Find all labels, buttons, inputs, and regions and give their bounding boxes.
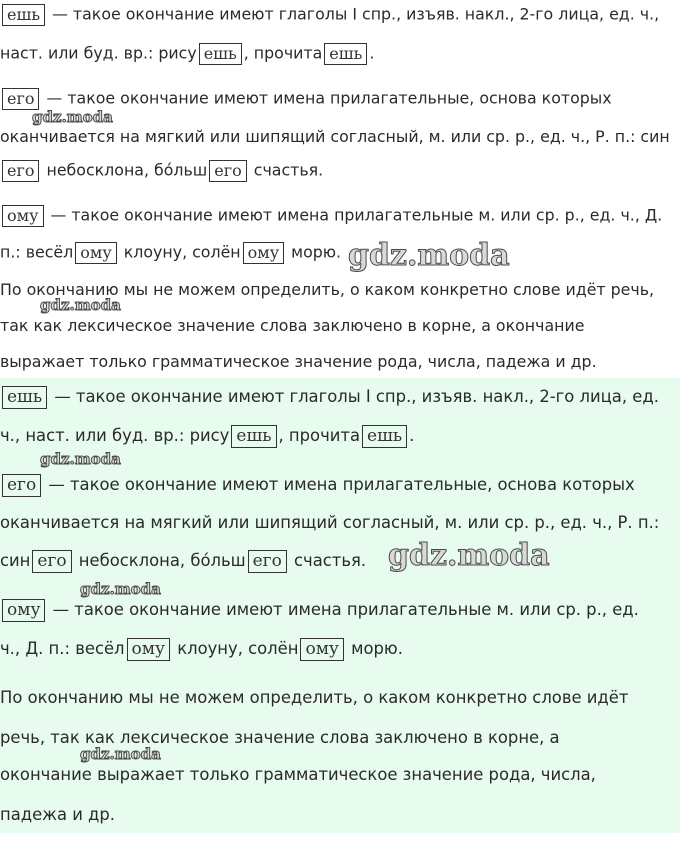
explanation-line-1: По окончанию мы не можем определить, о каком конкретно слове идёт речь, <box>0 280 655 299</box>
omu-rule-line-2: п.: весёл ому клоуну, солён ому морю. <box>0 242 342 262</box>
watermark-logo: gdz.moda <box>348 238 510 273</box>
ego-rule-line-1-repeat: его — такое окончание имеют имена прилагательные, основа которых <box>0 474 635 497</box>
watermark-logo: gdz.moda <box>40 296 121 314</box>
explanation-line-3-repeat: окончание выражает только грамматическое значение рода, числа, <box>0 765 596 784</box>
esh-rule-line-2-repeat: ч., наст. или буд. вр.: рису ешь , прочита ешь . <box>0 425 414 448</box>
ending-box-esh: ешь <box>2 4 45 26</box>
ego-rule-line-3: его небосклона, бо́льш его счастья. <box>0 160 323 182</box>
omu-rule-line-1-repeat: ому — такое окончание имеют имена прилагательные м. или ср. р., ед. <box>0 599 639 622</box>
ending-box-omu: ому <box>75 242 117 264</box>
ending-box-omu: ому <box>243 242 285 264</box>
ending-box-ego: его <box>2 160 39 182</box>
ending-box-omu: ому <box>2 205 44 227</box>
ending-box-ego: его <box>248 550 287 573</box>
watermark-logo: gdz.moda <box>32 108 113 126</box>
explanation-line-4-repeat: падежа и др. <box>0 805 116 824</box>
watermark-logo: gdz.moda <box>80 580 161 598</box>
watermark-logo: gdz.moda <box>80 745 161 763</box>
ending-box-esh: ешь <box>362 425 407 448</box>
ending-box-ego: его <box>2 88 39 110</box>
watermark-logo: gdz.moda <box>388 538 550 573</box>
watermark-logo: gdz.moda <box>40 450 121 468</box>
explanation-line-3: выражает только грамматическое значение рода, числа, падежа и др. <box>0 352 597 371</box>
ending-box-omu: ому <box>127 638 170 661</box>
explanation-line-1-repeat: По окончанию мы не можем определить, о каком конкретно слове идёт <box>0 688 629 707</box>
ending-box-esh: ешь <box>199 43 242 65</box>
esh-rule-line-1-repeat: ешь — такое окончание имеют глаголы I спр., изъяв. накл., 2-го лица, ед. <box>0 386 659 409</box>
ego-rule-line-1: его — такое окончание имеют имена прилагательные, основа которых <box>0 88 612 110</box>
ending-box-esh: ешь <box>2 386 47 409</box>
omu-rule-line-2-repeat: ч., Д. п.: весёл ому клоуну, солён ому морю. <box>0 638 403 661</box>
omu-rule-line-1: ому — такое окончание имеют имена прилагательные м. или ср. р., ед. ч., Д. <box>0 205 662 227</box>
explanation-line-2: так как лексическое значение слова заключено в корне, а окончание <box>0 316 585 335</box>
ending-box-omu: ому <box>300 638 343 661</box>
esh-rule-line-2: наст. или буд. вр.: рису ешь , прочита ешь . <box>0 43 375 63</box>
ending-box-ego: его <box>32 550 71 573</box>
explanation-line-2-repeat: речь, так как лексическое значение слова заключено в корне, а <box>0 728 560 747</box>
ending-box-esh: ешь <box>324 43 367 65</box>
ego-rule-line-3-repeat: син его небосклона, бо́льш его счастья. <box>0 550 366 573</box>
ego-rule-line-2: оканчивается на мягкий или шипящий согласный, м. или ср. р., ед. ч., Р. п.: син <box>0 127 670 146</box>
ending-box-ego: его <box>2 474 41 497</box>
ending-box-esh: ешь <box>231 425 276 448</box>
esh-rule-line-1: ешь — такое окончание имеют глаголы I спр., изъяв. накл., 2-го лица, ед. ч., <box>0 4 659 26</box>
ending-box-omu: ому <box>2 599 45 622</box>
ego-rule-line-2-repeat: оканчивается на мягкий или шипящий согласный, м. или ср. р., ед. ч., Р. п.: <box>0 513 660 532</box>
ending-box-ego: его <box>209 160 246 182</box>
